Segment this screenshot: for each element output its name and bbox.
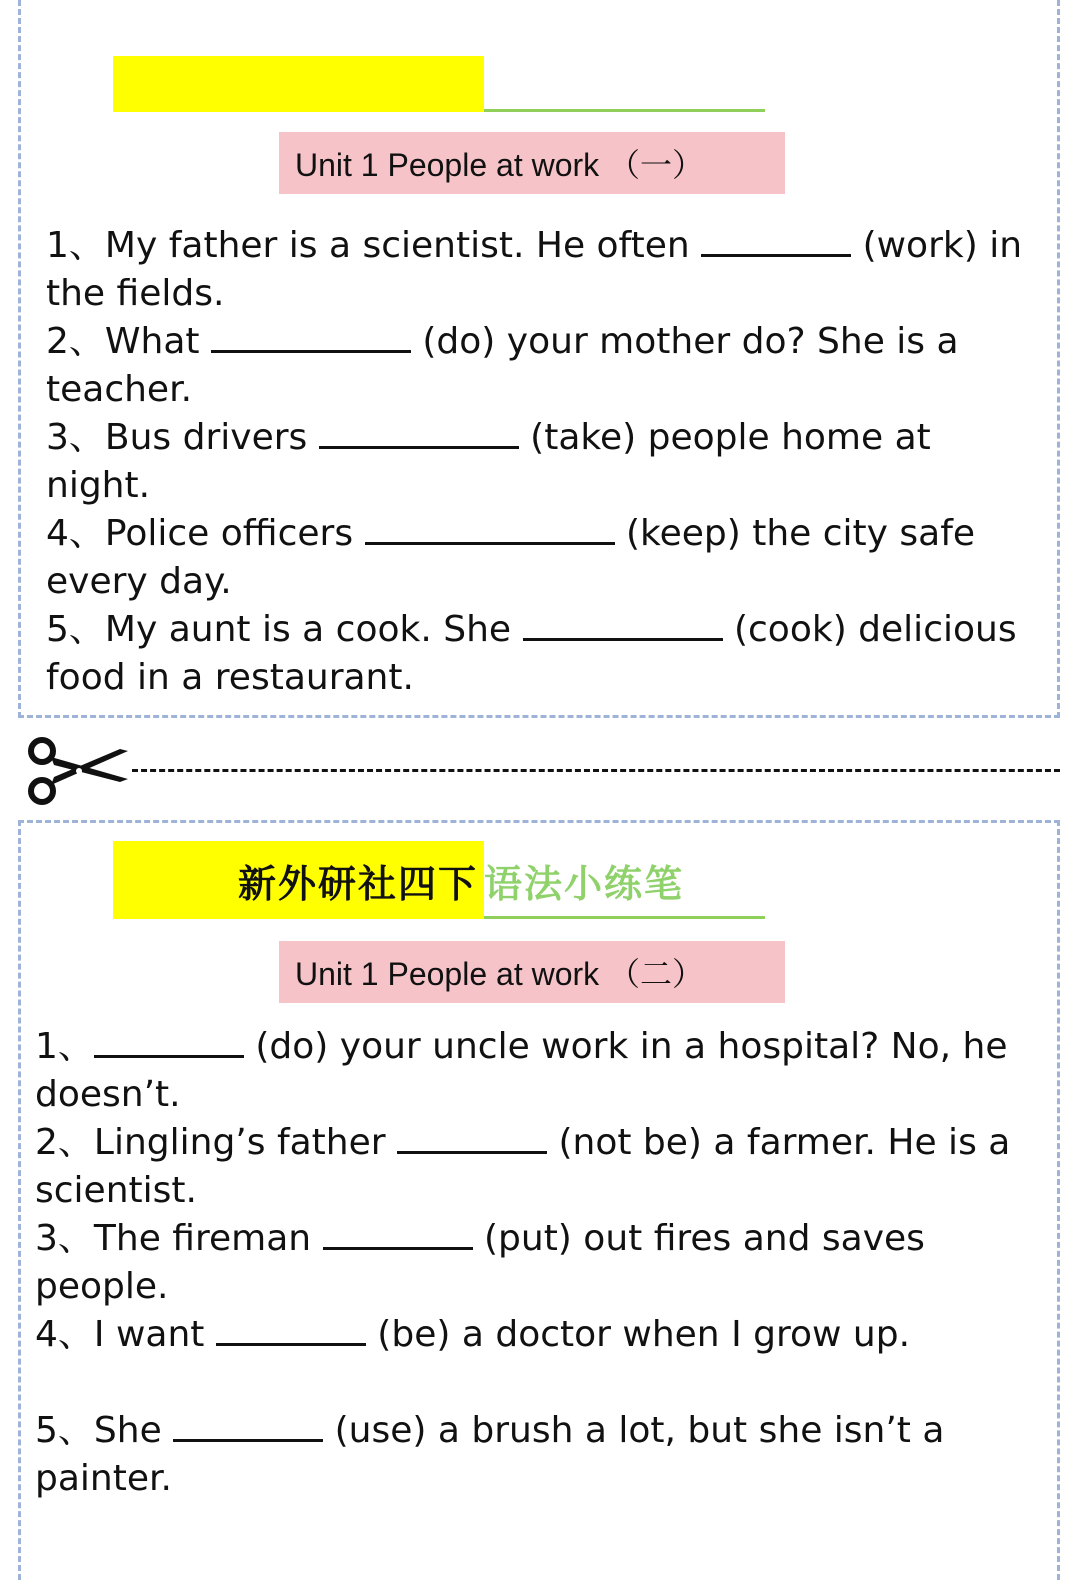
answer-blank[interactable] <box>397 1121 547 1154</box>
title-highlight: 新外研社四下 <box>113 841 484 919</box>
question-text: (put) out fires and saves people. <box>35 1218 925 1307</box>
question-item <box>35 1407 1045 1503</box>
question-number: 3、 <box>46 417 105 458</box>
answer-blank[interactable] <box>216 1313 366 1346</box>
question-number: 1、 <box>46 225 105 266</box>
question-text: (keep) the city safe every day. <box>46 513 976 602</box>
title-underline <box>484 109 765 112</box>
question-number: 5、 <box>35 1410 94 1451</box>
question-item <box>35 1023 1045 1119</box>
question-text: My aunt is a cook. She <box>104 609 523 650</box>
answer-blank[interactable] <box>94 1025 244 1058</box>
question-text: Lingling’s father <box>93 1122 398 1163</box>
question-item <box>46 414 1046 510</box>
question-text: (take) people home at night. <box>46 417 931 506</box>
title-green-text <box>484 56 763 112</box>
question-number: 3、 <box>35 1218 94 1259</box>
title-underline <box>484 916 765 919</box>
question-text: (use) a brush a lot, but she isn’t a painter. <box>35 1410 945 1499</box>
question-text: What <box>104 321 211 362</box>
question-number: 4、 <box>35 1314 94 1355</box>
answer-blank[interactable] <box>701 224 851 257</box>
question-text: I want <box>93 1314 216 1355</box>
question-text: (be) a doctor when I grow up. <box>365 1314 911 1355</box>
question-text: (not be) a farmer. He is a scientist. <box>35 1122 1011 1211</box>
worksheet-card-2 <box>18 820 1060 1580</box>
question-text: Bus drivers <box>104 417 319 458</box>
question-item <box>35 1215 1045 1311</box>
question-text: (do) your uncle work in a hospital? No, he doesn’t. <box>35 1026 1008 1115</box>
question-text: Police officers <box>104 513 365 554</box>
question-item <box>35 1119 1045 1215</box>
question-number: 2、 <box>35 1122 94 1163</box>
question-item <box>46 222 1046 318</box>
worksheet-card-1 <box>18 0 1060 718</box>
answer-blank[interactable] <box>523 608 723 641</box>
unit-banner-2: Unit 1 People at work （二） <box>279 941 785 1003</box>
question-item <box>35 1311 1045 1359</box>
worksheet-title-1 <box>113 56 765 112</box>
cut-dashed-line <box>132 769 1060 772</box>
scissors-icon <box>24 735 134 807</box>
question-list-2 <box>35 1023 1045 1503</box>
answer-blank[interactable] <box>323 1217 473 1250</box>
question-number: 5、 <box>46 609 105 650</box>
question-text: She <box>93 1410 174 1451</box>
title-highlight <box>113 56 484 112</box>
question-number: 1、 <box>35 1026 94 1067</box>
question-item <box>46 318 1046 414</box>
question-text: (cook) delicious food in a restaurant. <box>46 609 1017 698</box>
question-text: (do) your mother do? She is a teacher. <box>46 321 959 410</box>
title-green-text: 语法小练笔 <box>484 861 685 906</box>
question-text: The fireman <box>93 1218 323 1259</box>
question-number: 4、 <box>46 513 105 554</box>
answer-blank[interactable] <box>319 416 519 449</box>
question-item <box>46 606 1046 702</box>
question-text: (work) in the fields. <box>46 225 1023 314</box>
answer-blank[interactable] <box>173 1409 323 1442</box>
question-text: My father is a scientist. He often <box>104 225 702 266</box>
question-list-1 <box>46 222 1046 702</box>
cut-line <box>20 735 1060 807</box>
question-item <box>46 510 1046 606</box>
answer-blank[interactable] <box>365 512 615 545</box>
worksheet-title-2 <box>113 841 765 919</box>
unit-banner-1: Unit 1 People at work （一） <box>279 132 785 194</box>
question-number: 2、 <box>46 321 105 362</box>
answer-blank[interactable] <box>211 320 411 353</box>
